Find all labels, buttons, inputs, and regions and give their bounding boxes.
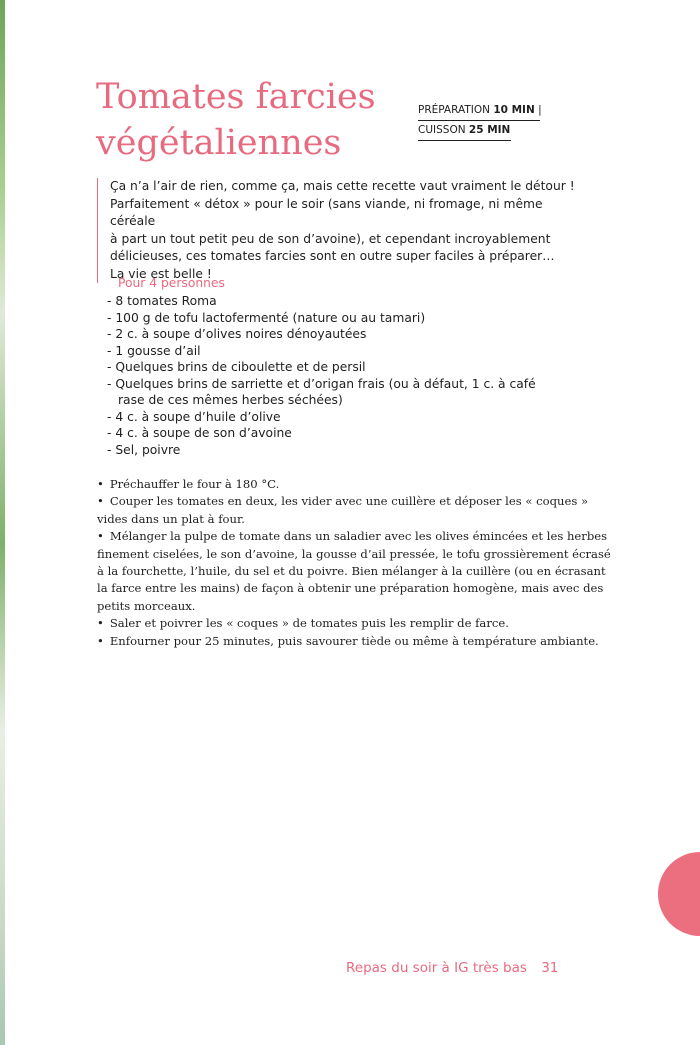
instruction-step: • Préchauffer le four à 180 °C. [97, 476, 617, 493]
instruction-step: • Enfourner pour 25 minutes, puis savourer tiède ou même à température ambiante. [97, 633, 617, 650]
recipe-intro [97, 178, 580, 283]
instruction-step: • Mélanger la pulpe de tomate dans un saladier avec les olives émincées et les herbes finement ciselées, le son d’avoine, la gousse d’ail pressée, le tofu grossièrement écrasé à la fourchette, l’huile, du sel et du poivre. Bien mélanger à la cuillère (ou en écrasant la farce entre les mains) de façon à obtenir une préparation homogène, mais avec des petits morceaux. [97, 528, 617, 615]
intro-line: Parfaitement « détox » pour le soir (sans viande, ni fromage, ni même céréale [110, 196, 543, 228]
ingredient-item: - 2 c. à soupe d’olives noires dénoyautées [107, 327, 367, 341]
timing-box [418, 101, 542, 141]
instruction-list [97, 476, 617, 650]
prep-time [418, 101, 542, 120]
intro-line: délicieuses, ces tomates farcies sont en outre super faciles à préparer… [110, 249, 555, 263]
ingredient-item: - 8 tomates Roma [107, 294, 217, 308]
recipe-title-line-2: végétaliennes [96, 123, 342, 163]
footer-section-title: Repas du soir à IG très bas [346, 960, 527, 976]
intro-line: Ça n’a l’air de rien, comme ça, mais cette recette vaut vraiment le détour ! [110, 179, 575, 193]
page-edge-photo-strip [0, 0, 5, 1045]
cook-value: 25 MIN [468, 124, 511, 136]
ingredient-item: - Sel, poivre [107, 442, 181, 457]
prep-value: 10 MIN [493, 104, 535, 116]
page-footer [346, 960, 558, 976]
intro-line: à part un tout petit peu de son d’avoine), et cependant incroyablement [110, 231, 551, 246]
ingredient-item: - Quelques brins de sarriette et d’origan frais (ou à défaut, 1 c. à café rase de ces mêmes herbes séchées) [107, 376, 536, 407]
cook-time [418, 121, 542, 140]
prep-separator: | [538, 104, 542, 116]
servings-heading: Pour 4 personnes [118, 276, 225, 290]
ingredient-item: - 4 c. à soupe de son d’avoine [107, 426, 292, 440]
prep-label: PRÉPARATION [418, 104, 490, 116]
decorative-circle [658, 852, 700, 936]
cook-label: CUISSON [418, 124, 466, 136]
recipe-title-line-1: Tomates farcies [96, 77, 376, 117]
ingredient-list [107, 293, 537, 458]
ingredient-item: - 4 c. à soupe d’huile d’olive [107, 409, 281, 424]
ingredient-item: - 100 g de tofu lactofermenté (nature ou au tamari) [107, 310, 426, 325]
instruction-step: • Saler et poivrer les « coques » de tomates puis les remplir de farce. [97, 615, 617, 632]
ingredient-item: - Quelques brins de ciboulette et de persil [107, 360, 366, 374]
instruction-step: • Couper les tomates en deux, les vider avec une cuillère et déposer les « coques » vides dans un plat à four. [97, 493, 617, 528]
ingredient-item: - 1 gousse d’ail [107, 343, 201, 358]
timing-rule-2 [418, 140, 511, 141]
intro-line: La vie est belle ! [110, 266, 212, 281]
recipe-title [96, 74, 416, 166]
page-number: 31 [541, 960, 559, 976]
